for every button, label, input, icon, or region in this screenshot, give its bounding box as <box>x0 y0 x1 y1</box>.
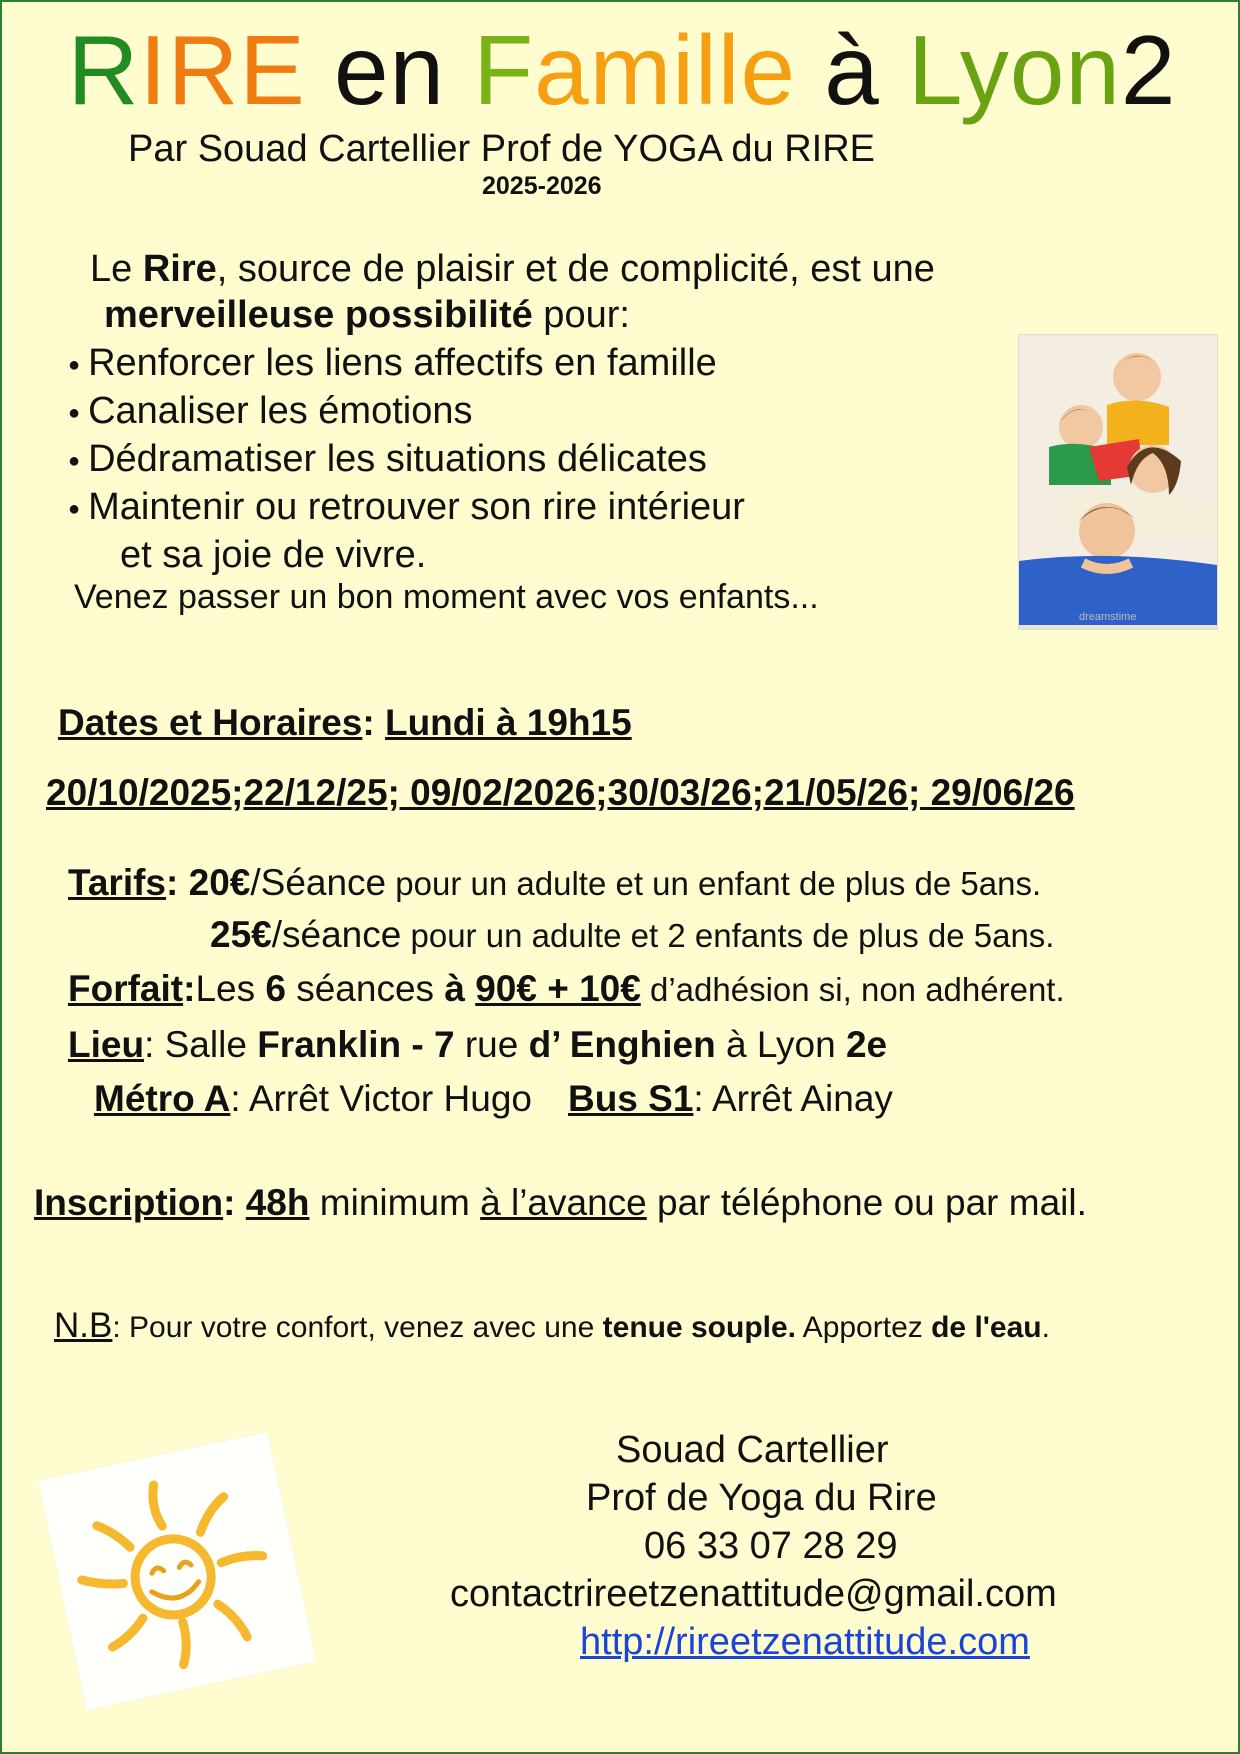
metro-text: : Arrêt Victor Hugo <box>230 1078 532 1119</box>
price-1: 20€ <box>188 862 251 903</box>
tarifs-label: Tarifs <box>68 862 167 903</box>
title-part: à <box>796 15 909 125</box>
intro-text: pour: <box>532 294 630 336</box>
family-photo <box>1018 334 1218 630</box>
dates-list: 20/10/2025;22/12/25; 09/02/2026;30/03/26;21/05/26; 29/06/26 <box>46 772 1075 813</box>
nb-label: N.B <box>54 1306 113 1345</box>
flyer-title <box>2 14 1240 126</box>
bus-label: Bus S1 <box>567 1078 694 1119</box>
nb-text: . <box>1041 1311 1050 1344</box>
website-link[interactable]: http://rireetzenattitude.com <box>580 1621 1030 1663</box>
inscription-label: Inscription <box>34 1182 224 1223</box>
intro-line-1 <box>90 246 935 292</box>
inscription-text: par téléphone ou par mail. <box>646 1182 1087 1223</box>
forfait-price: 90€ + 10€ <box>475 968 641 1009</box>
inscription-text: minimum <box>309 1182 481 1223</box>
lieu-text: d’ Enghien <box>528 1024 716 1065</box>
title-part: F <box>473 15 535 125</box>
bullet-text: Dédramatiser les situations délicates <box>88 438 707 480</box>
separator: : <box>166 862 189 903</box>
bullet-item <box>68 484 745 532</box>
bullet-text: Canaliser les émotions <box>88 390 473 432</box>
forfait-text: séances <box>285 968 445 1009</box>
bullet-dot-icon: ● <box>68 401 81 424</box>
family-photo-icon <box>1019 335 1217 629</box>
lieu-text: : Salle <box>144 1024 258 1065</box>
price-2: 25€ <box>210 914 272 955</box>
intro-text: Le <box>90 248 143 290</box>
bullet-dot-icon: ● <box>68 353 81 376</box>
forfait-text: Les <box>195 968 266 1009</box>
bullet-dot-icon: ● <box>68 449 81 472</box>
bus-text: : Arrêt Ainay <box>693 1078 893 1119</box>
transport-line <box>94 1076 893 1122</box>
bullet-text: Maintenir ou retrouver son rire intérieur <box>88 486 745 528</box>
intro-bold: merveilleuse possibilité <box>104 294 533 336</box>
nb-text: : Pour votre confort, venez avec une <box>112 1311 603 1344</box>
forfait-label: Forfait <box>68 968 184 1009</box>
smiling-sun-icon <box>38 1432 316 1710</box>
intro-rire: Rire <box>142 248 217 290</box>
intro-line-2 <box>104 292 630 338</box>
invitation-text: Venez passer un bon moment avec vos enfants... <box>74 578 819 616</box>
separator: : <box>362 702 385 743</box>
intro-text: , source de plaisir et de complicité, est une <box>216 248 935 290</box>
forfait-count: 6 <box>265 968 286 1009</box>
signature-phone: 06 33 07 28 29 <box>644 1525 898 1567</box>
price-desc: pour un adulte et 2 enfants de plus de 5ans. <box>401 917 1055 954</box>
signature-name: Souad Cartellier <box>616 1429 889 1471</box>
dates-line <box>58 700 632 746</box>
lieu-line <box>68 1022 887 1068</box>
sun-image <box>38 1432 316 1710</box>
bullet-dot-icon: ● <box>68 497 81 520</box>
lieu-text: 2e <box>845 1024 888 1065</box>
price-unit: /séance <box>271 914 402 955</box>
dates-label: Dates et Horaires <box>58 702 363 743</box>
nb-text: Apportez <box>796 1311 932 1344</box>
tarif-line-2 <box>210 912 1054 959</box>
lieu-label: Lieu <box>68 1024 145 1065</box>
bullet-text: Renforcer les liens affectifs en famille <box>88 342 717 384</box>
price-desc: pour un adulte et un enfant de plus de 5ans. <box>386 865 1042 902</box>
forfait-text: à <box>444 968 465 1009</box>
separator: : <box>183 968 196 1009</box>
nb-text: tenue souple. <box>602 1311 796 1344</box>
title-part: en <box>305 15 474 125</box>
lieu-text: Franklin - 7 <box>257 1024 455 1065</box>
photo-watermark: dreamstime <box>1079 611 1137 623</box>
season-year: 2025-2026 <box>482 172 602 200</box>
nb-text: de l'eau <box>931 1311 1042 1344</box>
forfait-desc: d’adhésion si, non adhérent. <box>640 971 1065 1008</box>
title-part: IRE <box>139 15 306 125</box>
signature-email[interactable]: contactrireetzenattitude@gmail.com <box>450 1573 1057 1615</box>
bullet-item <box>68 388 473 436</box>
bullet-item <box>68 340 717 388</box>
title-part: amille <box>534 15 797 125</box>
tarif-line-1 <box>68 860 1041 907</box>
bullet-item <box>68 436 707 484</box>
lieu-text: rue <box>454 1024 529 1065</box>
signature-role: Prof de Yoga du Rire <box>586 1477 937 1519</box>
title-part: Lyon <box>908 15 1121 125</box>
inscription-line <box>34 1180 1087 1226</box>
bullet-continuation: et sa joie de vivre. <box>120 534 427 576</box>
title-part: R <box>67 15 140 125</box>
inscription-delay: 48h <box>245 1182 310 1223</box>
price-unit: /Séance <box>250 862 387 903</box>
title-part: 2 <box>1120 15 1177 125</box>
nb-line <box>54 1306 1050 1348</box>
lieu-text: à Lyon <box>715 1024 846 1065</box>
forfait-line <box>68 966 1065 1013</box>
metro-label: Métro A <box>94 1078 231 1119</box>
forfait-text <box>465 968 475 1009</box>
subtitle: Par Souad Cartellier Prof de YOGA du RIRE <box>128 128 875 170</box>
dates-value: Lundi à 19h15 <box>384 702 632 743</box>
separator: : <box>223 1182 246 1223</box>
inscription-text: à l’avance <box>480 1182 647 1223</box>
